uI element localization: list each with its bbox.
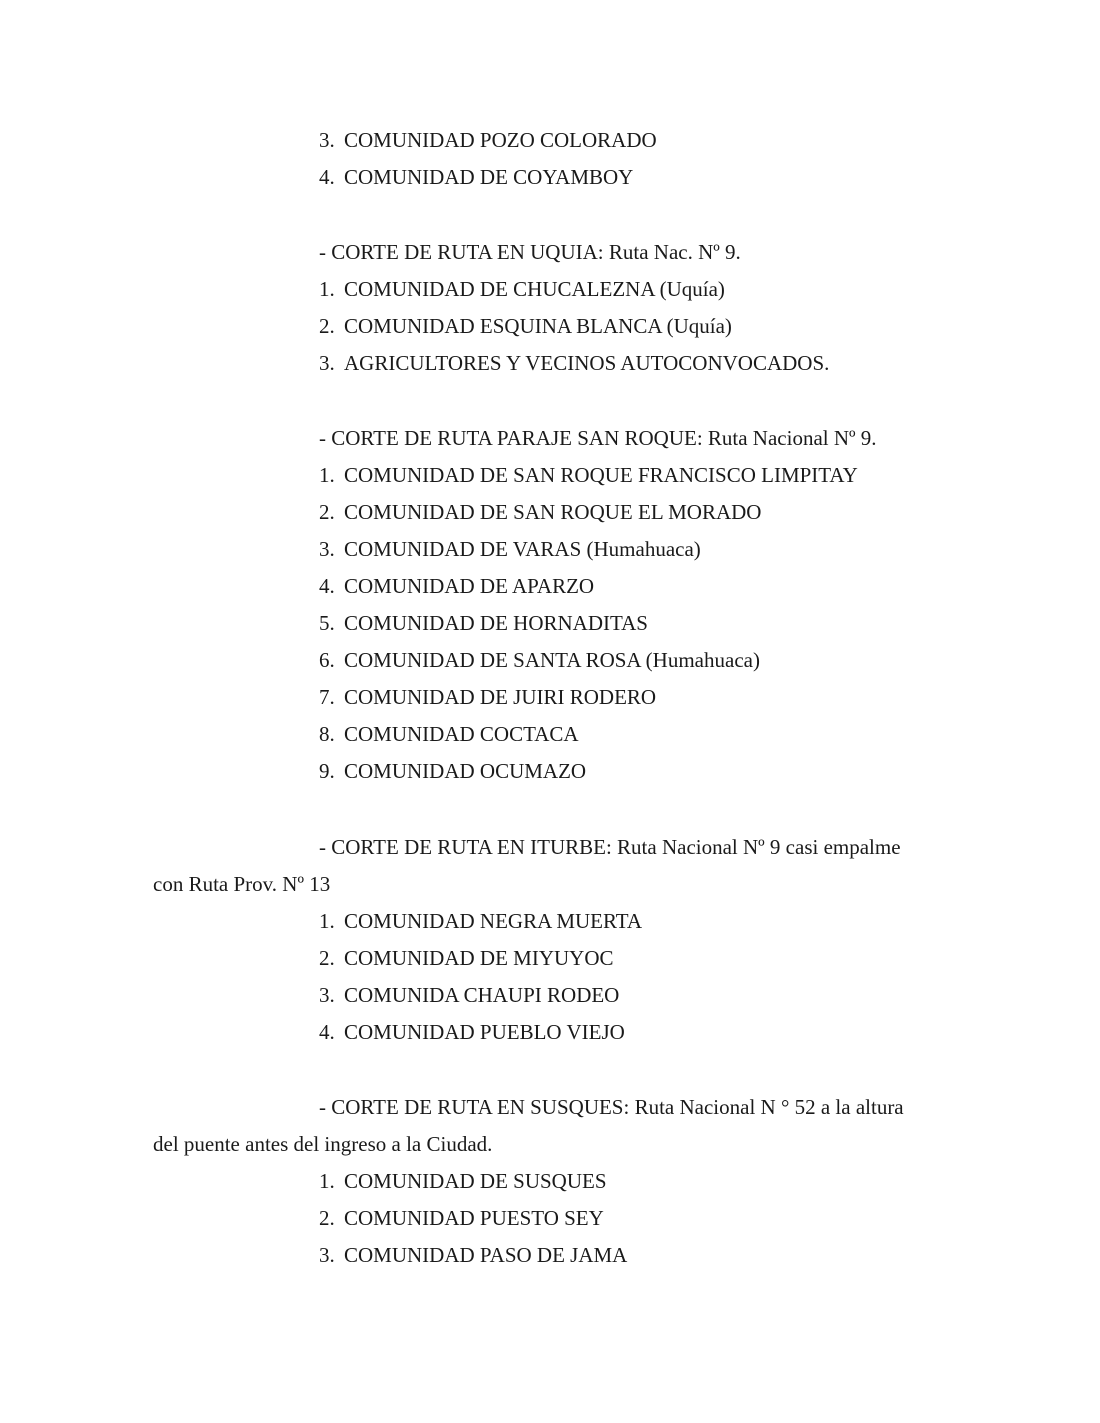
- list-item: [319, 648, 760, 672]
- item-number: 5.: [319, 611, 335, 635]
- list-item: [319, 759, 586, 783]
- item-text: COMUNIDAD POZO COLORADO: [344, 128, 657, 152]
- item-text: COMUNIDA CHAUPI RODEO: [344, 983, 620, 1007]
- item-text: COMUNIDAD DE APARZO: [344, 574, 595, 598]
- item-number: 1.: [319, 463, 335, 487]
- section-heading-uquia: - CORTE DE RUTA EN UQUIA: Ruta Nac. Nº 9.: [319, 240, 741, 264]
- item-text: COMUNIDAD DE SAN ROQUE EL MORADO: [344, 500, 762, 524]
- item-text: COMUNIDAD NEGRA MUERTA: [344, 909, 643, 933]
- item-number: 9.: [319, 759, 335, 783]
- item-number: 4.: [319, 165, 335, 189]
- item-text: COMUNIDAD PUEBLO VIEJO: [344, 1020, 625, 1044]
- list-item: [319, 314, 732, 338]
- item-text: COMUNIDAD DE SANTA ROSA (Humahuaca): [344, 648, 760, 672]
- list-item: [319, 351, 829, 375]
- list-item: [319, 537, 701, 561]
- item-text: COMUNIDAD ESQUINA BLANCA (Uquía): [344, 314, 732, 338]
- list-item: [319, 500, 761, 524]
- item-number: 1.: [319, 1169, 335, 1193]
- item-number: 3.: [319, 537, 335, 561]
- item-number: 4.: [319, 1020, 335, 1044]
- item-text: COMUNIDAD DE HORNADITAS: [344, 611, 648, 635]
- section-heading-susques-cont: del puente antes del ingreso a la Ciudad.: [153, 1132, 493, 1156]
- item-number: 3.: [319, 128, 335, 152]
- item-text: COMUNIDAD DE COYAMBOY: [344, 165, 634, 189]
- item-number: 2.: [319, 500, 335, 524]
- list-item: [319, 463, 858, 487]
- item-text: COMUNIDAD DE MIYUYOC: [344, 946, 614, 970]
- section-heading-iturbe: - CORTE DE RUTA EN ITURBE: Ruta Nacional Nº 9 casi empalme: [319, 835, 901, 859]
- list-item: [319, 611, 648, 635]
- item-number: 3.: [319, 351, 335, 375]
- list-item: [319, 946, 614, 970]
- section-heading-iturbe-cont: con Ruta Prov. Nº 13: [153, 872, 331, 896]
- item-number: 2.: [319, 314, 335, 338]
- list-item: [319, 722, 579, 746]
- section-heading-san-roque: - CORTE DE RUTA PARAJE SAN ROQUE: Ruta Nacional Nº 9.: [319, 426, 877, 450]
- item-text: COMUNIDAD DE SUSQUES: [344, 1169, 607, 1193]
- item-number: 4.: [319, 574, 335, 598]
- item-text: AGRICULTORES Y VECINOS AUTOCONVOCADOS.: [344, 351, 830, 375]
- item-text: COMUNIDAD DE JUIRI RODERO: [344, 685, 657, 709]
- item-number: 7.: [319, 685, 335, 709]
- section-heading-susques: - CORTE DE RUTA EN SUSQUES: Ruta Nacional N ° 52 a la altura: [319, 1095, 904, 1119]
- item-number: 3.: [319, 983, 335, 1007]
- item-text: COMUNIDAD PASO DE JAMA: [344, 1243, 628, 1267]
- list-item: [319, 1206, 604, 1230]
- item-number: 2.: [319, 946, 335, 970]
- list-item: [319, 128, 657, 152]
- item-number: 6.: [319, 648, 335, 672]
- item-text: COMUNIDAD DE CHUCALEZNA (Uquía): [344, 277, 725, 301]
- item-text: COMUNIDAD COCTACA: [344, 722, 579, 746]
- item-text: COMUNIDAD PUESTO SEY: [344, 1206, 604, 1230]
- list-item: [319, 909, 642, 933]
- list-item: [319, 165, 633, 189]
- list-item: [319, 277, 725, 301]
- item-text: COMUNIDAD DE VARAS (Humahuaca): [344, 537, 701, 561]
- item-text: COMUNIDAD OCUMAZO: [344, 759, 587, 783]
- item-number: 1.: [319, 277, 335, 301]
- list-item: [319, 983, 619, 1007]
- list-item: [319, 1243, 627, 1267]
- item-number: 3.: [319, 1243, 335, 1267]
- list-item: [319, 1020, 625, 1044]
- list-item: [319, 685, 656, 709]
- item-number: 1.: [319, 909, 335, 933]
- list-item: [319, 1169, 607, 1193]
- item-number: 2.: [319, 1206, 335, 1230]
- item-number: 8.: [319, 722, 335, 746]
- list-item: [319, 574, 594, 598]
- item-text: COMUNIDAD DE SAN ROQUE FRANCISCO LIMPITAY: [344, 463, 858, 487]
